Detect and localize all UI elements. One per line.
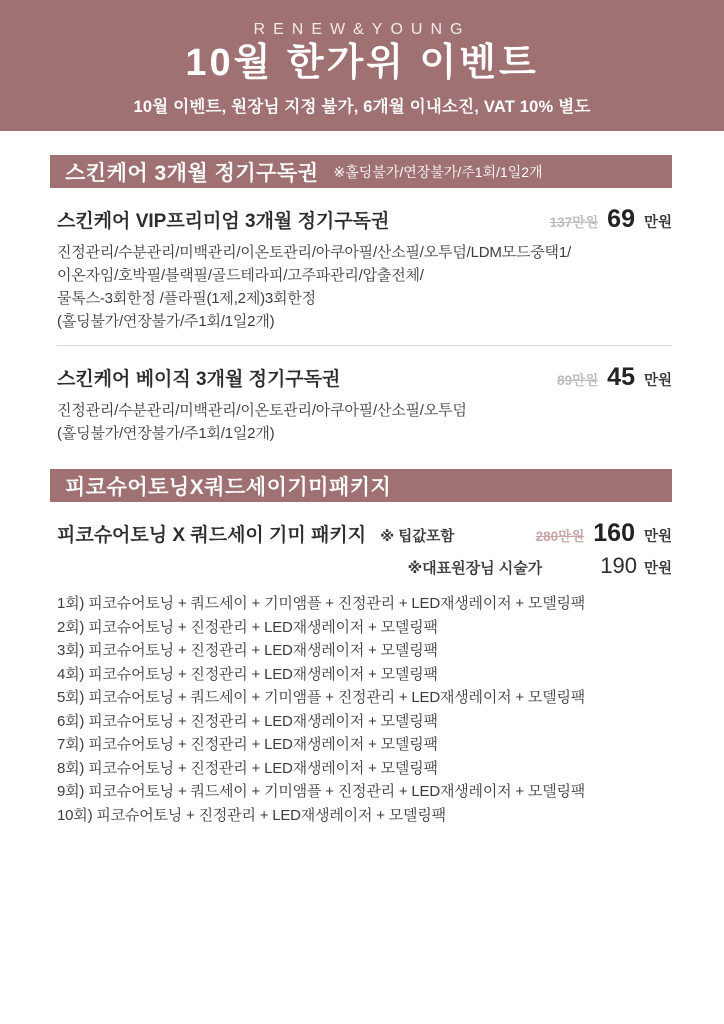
brand-logo-text: RENEW&YOUNG bbox=[253, 21, 471, 38]
session-item: 2회) 피코슈어토닝 + 진정관리 + LED재생레이저 + 모델링팩 bbox=[57, 618, 438, 636]
description-line: (홀딩불가/연장불가/주1회/1일2개) bbox=[57, 313, 275, 330]
session-item: 4회) 피코슈어토닝 + 진정관리 + LED재생레이저 + 모델링팩 bbox=[57, 665, 438, 683]
price-unit: 만원 bbox=[643, 215, 672, 231]
event-subtitle: 10월 이벤트, 원장님 지정 불가, 6개월 이내소진, VAT 10% 별도 bbox=[133, 97, 591, 116]
content-area bbox=[0, 155, 724, 827]
header-banner bbox=[0, 0, 724, 131]
price-group bbox=[557, 363, 672, 392]
director-price-unit: 만원 bbox=[643, 561, 672, 577]
price-unit: 만원 bbox=[643, 529, 672, 545]
sale-price: 69 bbox=[607, 205, 635, 233]
section-note: ※홀딩불가/연장불가/주1회/1일2개 bbox=[333, 163, 543, 180]
product-divider bbox=[57, 345, 672, 346]
product-vip-premium bbox=[50, 205, 672, 346]
session-item: 6회) 피코슈어토닝 + 진정관리 + LED재생레이저 + 모델링팩 bbox=[57, 712, 438, 730]
description-line: 진정관리/수분관리/미백관리/이온토관리/아쿠아필/산소필/오투덤 bbox=[57, 402, 467, 419]
section-bar-picosure-package bbox=[50, 469, 672, 502]
product-title: 스킨케어 VIP프리미엄 3개월 정기구독권 bbox=[57, 211, 390, 232]
event-title: 10월 한가위 이벤트 bbox=[185, 42, 539, 84]
session-item: 9회) 피코슈어토닝 + 쿼드세이 + 기미앰플 + 진정관리 + LED재생레이저 + 모델링팩 bbox=[57, 783, 586, 800]
sale-price: 160 bbox=[593, 519, 635, 547]
old-price: 89만원 bbox=[557, 373, 599, 388]
section-title: 피코슈어토닝X쿼드세이기미패키지 bbox=[65, 475, 392, 499]
description-line: (홀딩불가/연장불가/주1회/1일2개) bbox=[57, 425, 275, 442]
session-item: 10회) 피코슈어토닝 + 진정관리 + LED재생레이저 + 모델링팩 bbox=[57, 806, 446, 824]
product-description bbox=[57, 241, 672, 333]
session-item: 1회) 피코슈어토닝 + 쿼드세이 + 기미앰플 + 진정관리 + LED재생레이저 + 모델링팩 bbox=[57, 595, 586, 612]
section-title: 스킨케어 3개월 정기구독권 bbox=[65, 161, 319, 185]
product-basic bbox=[50, 363, 672, 445]
product-picosure-package bbox=[50, 519, 672, 827]
sale-price: 45 bbox=[607, 363, 635, 391]
product-title: 피코슈어토닝 X 쿼드세이 기미 패키지 bbox=[57, 525, 367, 546]
session-item: 8회) 피코슈어토닝 + 진정관리 + LED재생레이저 + 모델링팩 bbox=[57, 759, 438, 777]
product-description bbox=[57, 399, 672, 445]
price-unit: 만원 bbox=[643, 373, 672, 389]
product-title: 스킨케어 베이직 3개월 정기구독권 bbox=[57, 369, 341, 390]
session-item: 5회) 피코슈어토닝 + 쿼드세이 + 기미앰플 + 진정관리 + LED재생레이저 + 모델링팩 bbox=[57, 689, 586, 706]
old-price: 280만원 bbox=[535, 529, 585, 544]
description-line: 물톡스-3회한정 /플라필(1제,2제)3회한정 bbox=[57, 290, 316, 307]
director-surgery-note: ※대표원장님 시술가 bbox=[407, 560, 543, 577]
description-line: 진정관리/수분관리/미백관리/이온토관리/아쿠아필/산소필/오투덤/LDM모드중택1/ bbox=[57, 244, 571, 261]
old-price: 137만원 bbox=[549, 215, 599, 230]
session-list bbox=[57, 592, 672, 827]
director-price-row bbox=[57, 553, 672, 579]
price-group bbox=[550, 205, 672, 234]
section-bar-skincare bbox=[50, 155, 672, 188]
description-line: 이온자임/호박필/블랙필/골드테라피/고주파관리/압출전체/ bbox=[57, 267, 424, 284]
director-price: 190 bbox=[600, 553, 637, 578]
session-item: 7회) 피코슈어토닝 + 진정관리 + LED재생레이저 + 모델링팩 bbox=[57, 736, 438, 753]
tip-included-note: ※ 팁값포함 bbox=[380, 529, 455, 545]
price-group bbox=[536, 519, 672, 548]
session-item: 3회) 피코슈어토닝 + 진정관리 + LED재생레이저 + 모델링팩 bbox=[57, 642, 438, 659]
